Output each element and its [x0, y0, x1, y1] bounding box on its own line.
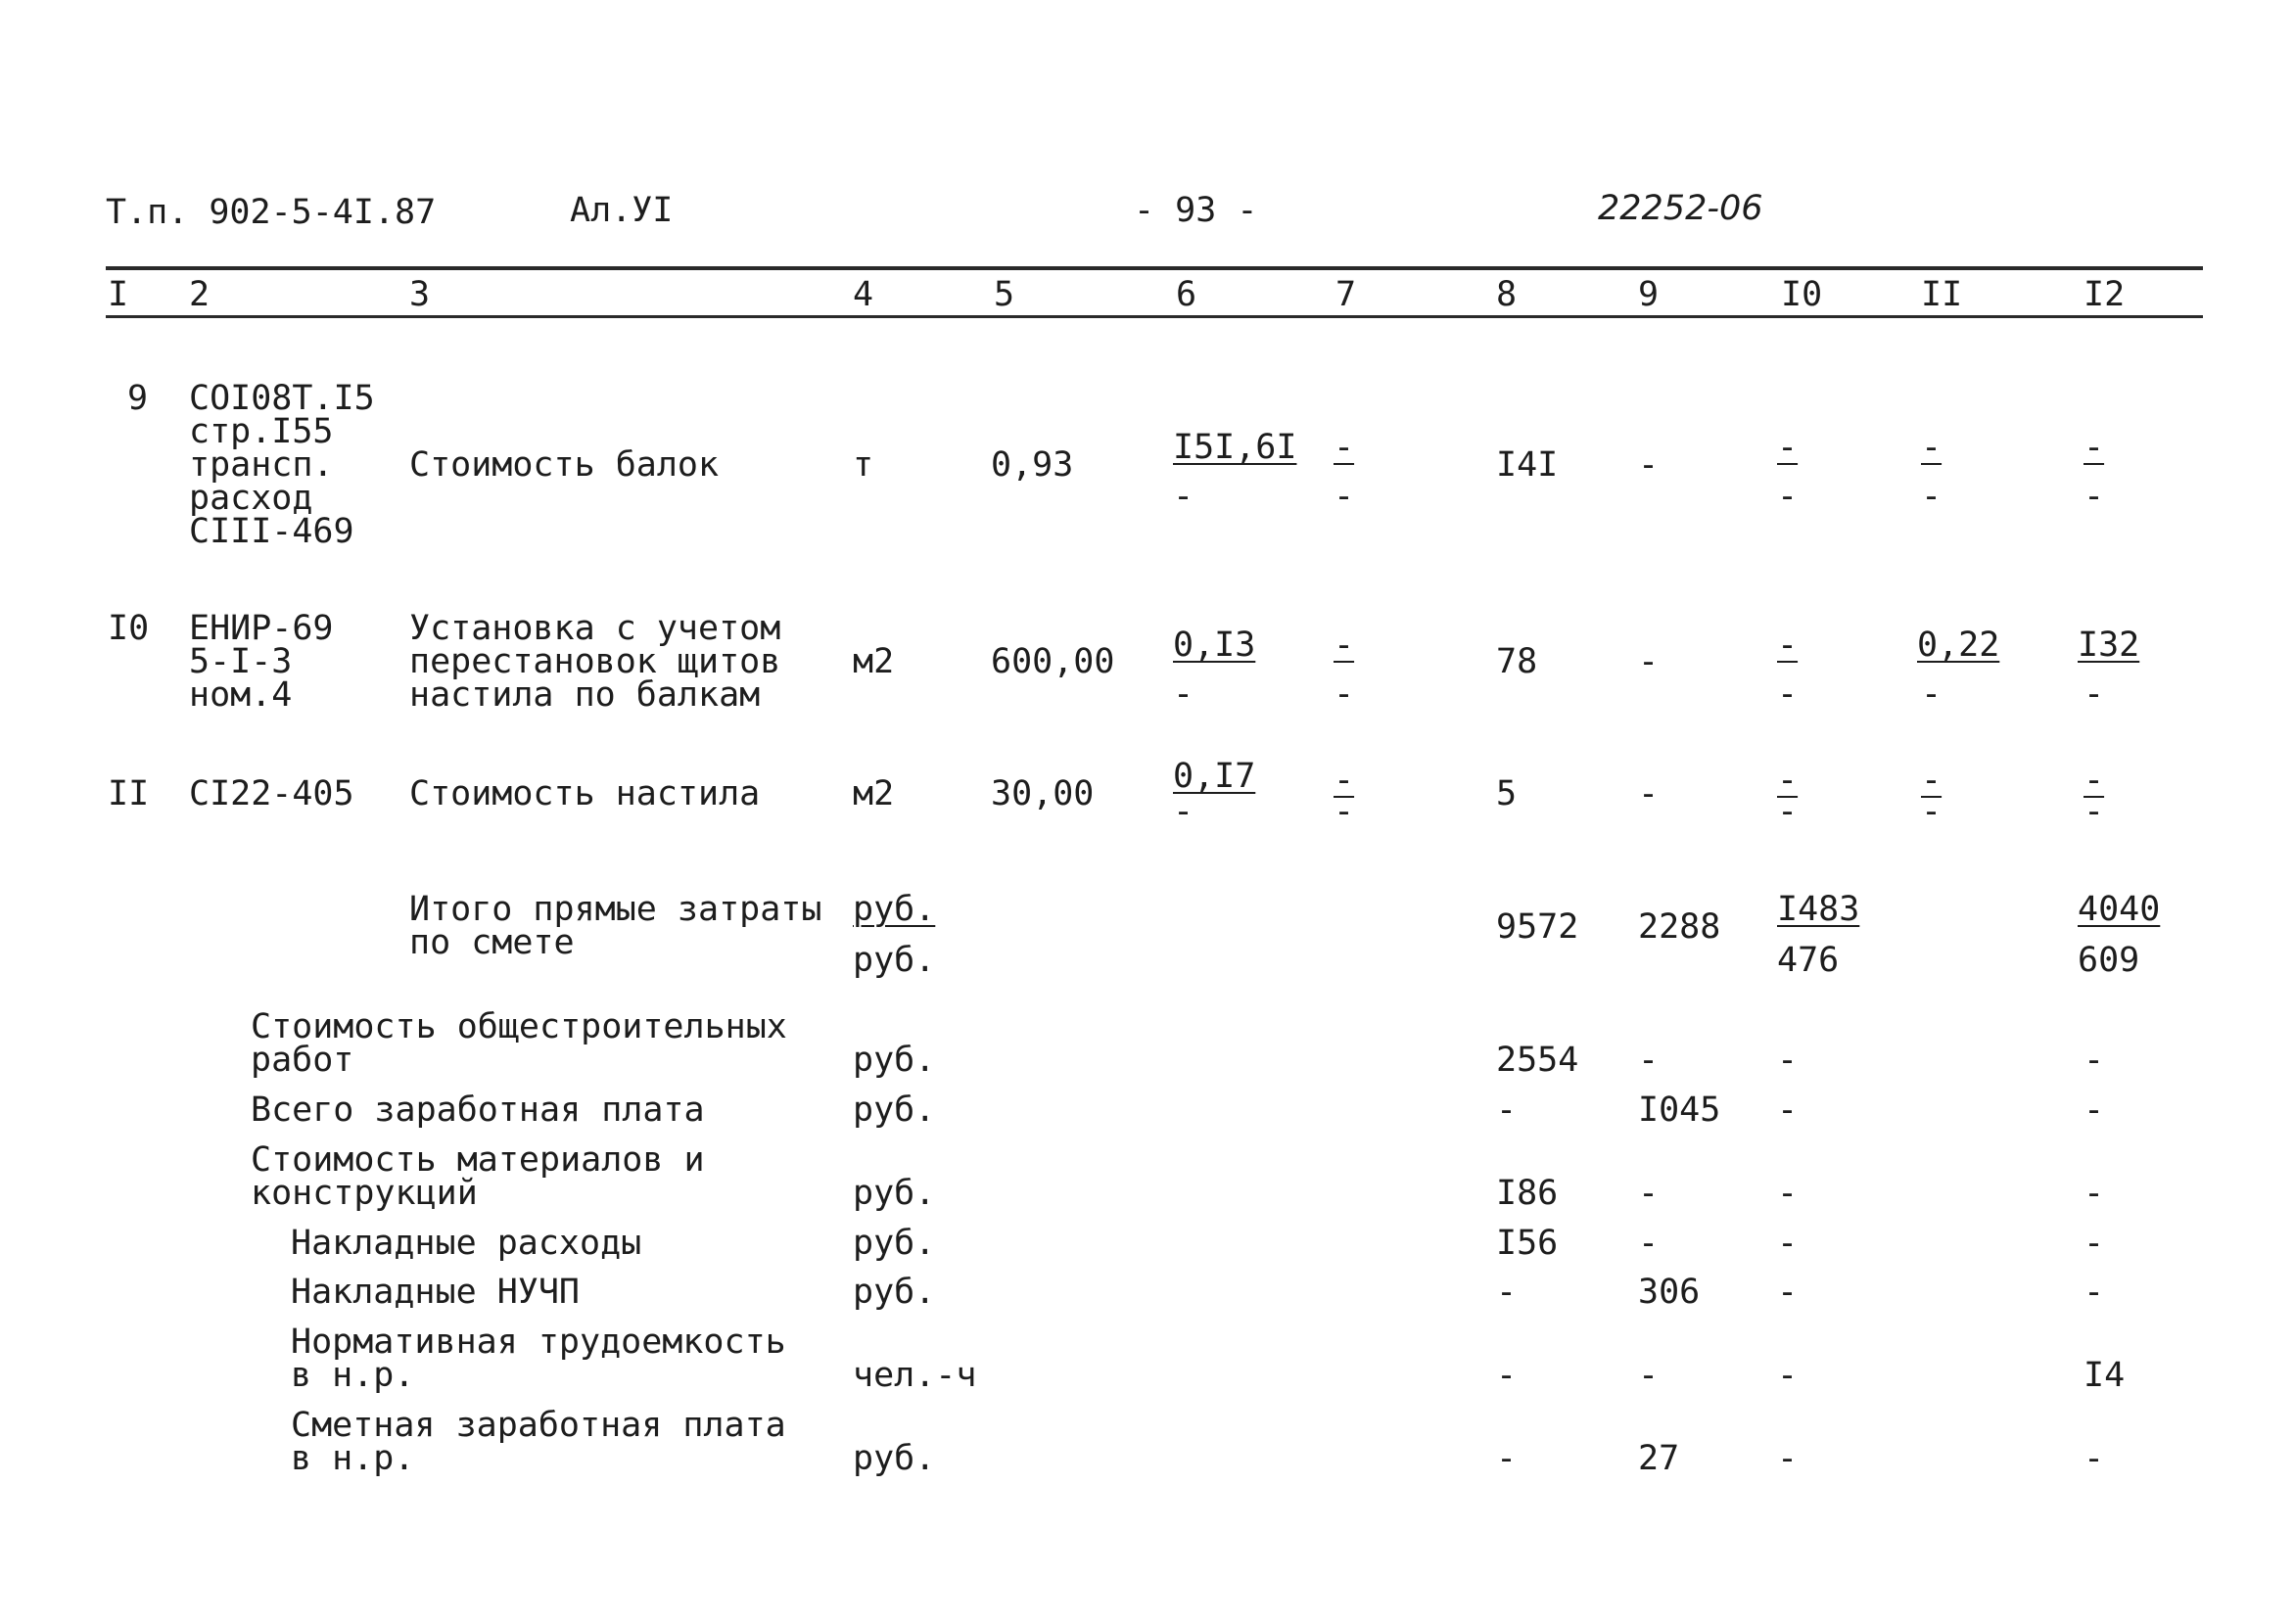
unit-cost: 0,I7 — [1173, 757, 1256, 796]
norm-code-line: трансп. — [189, 445, 334, 485]
work-name: Стоимость настила — [409, 774, 761, 813]
norm-code-line: COI08T.I5 — [189, 379, 375, 418]
norm-code-line: расход — [189, 479, 313, 518]
norm-code-line: CI22-405 — [189, 774, 354, 813]
summary-unit: руб. — [853, 1174, 936, 1213]
summary-label: в н.р. — [291, 1356, 415, 1395]
summary-col12: - — [2083, 1041, 2105, 1080]
summary-col12: - — [2083, 1224, 2105, 1263]
column-header: I0 — [1781, 275, 1823, 314]
summary-label: Сметная заработная плата — [291, 1406, 786, 1445]
summary-unit: руб. — [853, 1224, 936, 1263]
unit-cost: 0,I3 — [1173, 626, 1256, 665]
quantity: 0,93 — [991, 445, 1074, 485]
col12-bottom: - — [2083, 792, 2105, 831]
summary-col8: - — [1496, 1356, 1518, 1395]
summary-col12: - — [2083, 1174, 2105, 1213]
header-rule-top — [106, 266, 2203, 270]
summary-col8: - — [1496, 1273, 1518, 1312]
col11-bottom: - — [1921, 674, 1943, 714]
summary-col8: I56 — [1496, 1224, 1559, 1263]
total-col12-top: 4040 — [2078, 890, 2161, 929]
col7-top: - — [1334, 428, 1355, 467]
summary-col10: - — [1777, 1439, 1799, 1478]
summary-col8: I86 — [1496, 1174, 1559, 1213]
col12-bottom: - — [2083, 477, 2105, 516]
summary-col9: - — [1638, 1041, 1660, 1080]
column-header: 8 — [1496, 275, 1518, 314]
summary-col9: 27 — [1638, 1439, 1680, 1478]
unit-cost-sub: - — [1173, 477, 1194, 516]
summary-label: Накладные расходы — [291, 1224, 642, 1263]
total-col10-bottom: 476 — [1777, 941, 1840, 980]
header-rule-bottom — [106, 315, 2203, 318]
quantity: 30,00 — [991, 774, 1095, 813]
col10-bottom: - — [1777, 792, 1799, 831]
column-header: 3 — [409, 275, 431, 314]
norm-code-line: стр.I55 — [189, 412, 334, 451]
work-name: настила по балкам — [409, 675, 761, 715]
summary-label: Стоимость материалов и — [251, 1140, 705, 1180]
summary-label: в н.р. — [291, 1439, 415, 1478]
total-cost: 9572 — [1496, 907, 1579, 947]
column-header: 2 — [189, 275, 211, 314]
summary-col8: - — [1496, 1439, 1518, 1478]
col12-top: - — [2083, 761, 2105, 800]
summary-col10: - — [1777, 1224, 1799, 1263]
album-number: Ал.УI — [570, 191, 674, 230]
column-header: 6 — [1176, 275, 1197, 314]
summary-col9: - — [1638, 1174, 1660, 1213]
total-unit: руб. — [853, 941, 936, 980]
total-col10-top: I483 — [1777, 890, 1860, 929]
norm-code-line: 5-I-3 — [189, 642, 293, 681]
col7-top: - — [1334, 761, 1355, 800]
row-number: II — [108, 774, 150, 813]
total-unit: руб. — [853, 890, 936, 929]
summary-col8: 2554 — [1496, 1041, 1579, 1080]
summary-col10: - — [1777, 1090, 1799, 1130]
wages: - — [1638, 642, 1660, 681]
norm-code-line: CIII-469 — [189, 512, 354, 551]
summary-label: Всего заработная плата — [251, 1090, 705, 1130]
unit-cost-sub: - — [1173, 674, 1194, 714]
col10-top: - — [1777, 428, 1799, 467]
total-label: Итого прямые затраты — [409, 890, 822, 929]
summary-unit: чел.-ч — [853, 1356, 977, 1395]
summary-label: Накладные НУЧП — [291, 1273, 581, 1312]
column-header: I — [108, 275, 129, 314]
total-label: по смете — [409, 923, 575, 962]
column-header: 9 — [1638, 275, 1660, 314]
col12-top: I32 — [2078, 626, 2140, 665]
col7-bottom: - — [1334, 477, 1355, 516]
col11-top: - — [1921, 428, 1943, 467]
summary-label: Стоимость общестроительных — [251, 1007, 787, 1046]
unit-cost-sub: - — [1173, 792, 1194, 831]
column-header: 7 — [1335, 275, 1357, 314]
col7-bottom: - — [1334, 674, 1355, 714]
col10-bottom: - — [1777, 477, 1799, 516]
column-header: 5 — [994, 275, 1015, 314]
summary-unit: руб. — [853, 1041, 936, 1080]
total-cost: 5 — [1496, 774, 1518, 813]
summary-col10: - — [1777, 1356, 1799, 1395]
col11-bottom: - — [1921, 792, 1943, 831]
unit: м2 — [853, 774, 895, 813]
col10-top: - — [1777, 761, 1799, 800]
summary-col9: I045 — [1638, 1090, 1721, 1130]
row-number: I0 — [108, 609, 150, 648]
row-number: 9 — [127, 379, 149, 418]
summary-col12: - — [2083, 1273, 2105, 1312]
col7-bottom: - — [1334, 792, 1355, 831]
handwritten-code: 22252-06 — [1598, 189, 1763, 228]
col11-top: 0,22 — [1917, 626, 2000, 665]
summary-col9: - — [1638, 1224, 1660, 1263]
page-number: - 93 - — [1134, 191, 1258, 230]
column-header: II — [1921, 275, 1963, 314]
col7-top: - — [1334, 626, 1355, 665]
column-header: I2 — [2083, 275, 2126, 314]
col10-bottom: - — [1777, 674, 1799, 714]
summary-col10: - — [1777, 1041, 1799, 1080]
unit: м2 — [853, 642, 895, 681]
wages: - — [1638, 445, 1660, 485]
total-wages: 2288 — [1638, 907, 1721, 947]
total-cost: 78 — [1496, 642, 1538, 681]
norm-code-line: ном.4 — [189, 675, 293, 715]
summary-label: Нормативная трудоемкость — [291, 1322, 786, 1362]
norm-code-line: ЕНИР-69 — [189, 609, 334, 648]
summary-col10: - — [1777, 1174, 1799, 1213]
total-cost: I4I — [1496, 445, 1559, 485]
summary-col8: - — [1496, 1090, 1518, 1130]
quantity: 600,00 — [991, 642, 1115, 681]
col12-top: - — [2083, 428, 2105, 467]
wages: - — [1638, 774, 1660, 813]
summary-label: работ — [251, 1041, 354, 1080]
unit: т — [853, 445, 874, 485]
summary-label: конструкций — [251, 1174, 478, 1213]
col11-bottom: - — [1921, 477, 1943, 516]
work-name: Стоимость балок — [409, 445, 720, 485]
summary-col9: - — [1638, 1356, 1660, 1395]
summary-unit: руб. — [853, 1090, 936, 1130]
summary-col9: 306 — [1638, 1273, 1701, 1312]
unit-cost: I5I,6I — [1173, 428, 1297, 467]
work-name: перестановок щитов — [409, 642, 781, 681]
total-col12-bottom: 609 — [2078, 941, 2140, 980]
col12-bottom: - — [2083, 674, 2105, 714]
summary-col12: - — [2083, 1439, 2105, 1478]
summary-col12: I4 — [2083, 1356, 2126, 1395]
col10-top: - — [1777, 626, 1799, 665]
work-name: Установка с учетом — [409, 609, 781, 648]
col11-top: - — [1921, 761, 1943, 800]
document-reference: Т.п. 902-5-4I.87 — [106, 193, 437, 232]
summary-unit: руб. — [853, 1273, 936, 1312]
summary-col10: - — [1777, 1273, 1799, 1312]
summary-unit: руб. — [853, 1439, 936, 1478]
column-header: 4 — [853, 275, 874, 314]
summary-col12: - — [2083, 1090, 2105, 1130]
